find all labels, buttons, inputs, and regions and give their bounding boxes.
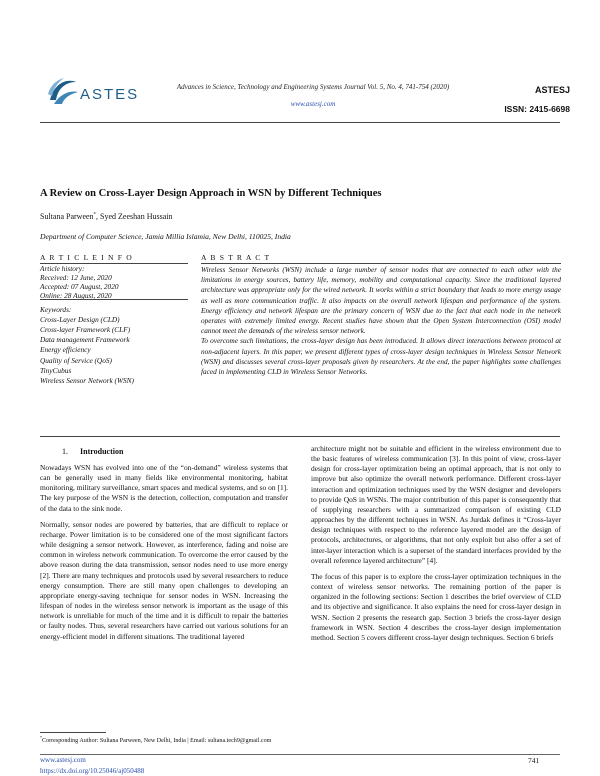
body-paragraph: Normally, sensor nodes are powered by batteries, that are difficult to replace or recharge. Power limitation is to be considered one of the most significant factors while designing a sensor network. However, as interference, fading and noise are common in wireless network communication. To overcome the error caused by the above reason during the data transmission, sensor nodes need to use more energy [2]. There are many techniques and protocols used by several researchers to reduce energy consumption. There are still many open challenges to developing an appropriate energy-saving technique for sensor nodes in WSN. Increasing the lifespan of nodes in the wireless sensor network is important as the usage of this network is unreliable for much of the time and it is difficult to repair the batteries or faulty nodes. Thus, several researchers have carried out various solutions for an energy-efficient model in different situations. The traditional layered [40,519,288,641]
keyword-item: TinyCubus [40,366,72,375]
paper-authors [40,212,560,221]
section-number: 1. [62,447,68,456]
info-divider [40,299,188,300]
paper-title: A Review on Cross-Layer Design Approach in WSN by Different Techniques [40,188,382,199]
corresponding-author-footnote [40,734,290,746]
footnote-divider [40,732,106,733]
abstract-paragraph: Wireless Sensor Networks (WSN) include a large number of sensor nodes that are connected to each other with the limitations in energy sources, battery life, memory, mobility and computational capacity. Since the traditional layered architecture was appropriate only for the wired network. It works within a strict boundary that leads to more energy usage as well as more communication traffic. It also impacts on the overall network lifespan and performance of the system. Energy efficiency and network lifespan are the primary concern of WSN due to the fact that each node in the network operates with extremely limited energy. Recent studies have shown that the Open System Interconnection (OSI) model cannot meet the demands of the wireless sensor network. [201,266,561,336]
logo-emblem-icon [46,74,80,110]
history-online: Online: 28 August, 2020 [40,291,112,300]
abstract-body [201,265,561,377]
journal-url-link[interactable]: www.astesj.com [290,100,336,108]
abstract-bottom-divider [40,436,560,437]
history-received: Received: 12 June, 2020 [40,273,112,282]
history-label: Article history: [40,264,85,273]
keyword-item: Data management Framework [40,335,130,344]
keyword-item: Cross-Layer Design (CLD) [40,315,120,324]
logo-wordmark: ASTES [80,86,140,103]
abstract-heading: A B S T R A C T [201,253,561,264]
footer-url-link[interactable]: www.astesj.com [40,756,86,764]
header-divider [40,122,560,123]
journal-citation-line: Advances in Science, Technology and Engineering Systems Journal Vol. 5, No. 4, 741-754 (2020) [176,83,450,91]
footer-divider [40,754,560,755]
author-secondary: , Syed Zeeshan Hussain [96,212,173,221]
keyword-item: Wireless Sensor Network (WSN) [40,376,134,385]
body-paragraph: Nowadays WSN has evolved into one of the “on-demand” wireless systems that can be generally used in many fields like environmental monitoring, habitat monitoring, military surveillance, smart spaces and medical systems, and so on [1]. The key purpose of the WSN is the detection, collection, computation and transfer of the data to the sink node. [40,463,288,513]
abstract-paragraph: To overcome such limitations, the cross-layer design has been introduced. It allows direct interactions between protocol at non-adjacent layers. In this paper, we present different types of cross-layer design techniques in Wireless Sensor Network (WSN) and discusses several cross-layer proposals given by researchers. At the end, the paper highlights some challenges faced in implementing CLD in Wireless Sensor Networks. [201,337,561,377]
page-number: 741 [528,756,540,765]
paper-affiliation: Department of Computer Science, Jamia Millia Islamia, New Delhi, 110025, India [40,232,291,241]
section-heading: Introduction [80,447,124,456]
footer-doi-link[interactable]: https://dx.doi.org/10.25046/aj050488 [40,767,145,775]
right-column [311,444,561,649]
footnote-text: Corresponding Author: Sultana Parween, New Delhi, India | Email: sultana.tech9@gmail.com [42,738,272,745]
body-paragraph: The focus of this paper is to explore the cross-layer optimization techniques in the context of wireless sensor networks. The remaining portion of the paper is organized in the following sections: Section 1 describes the brief overview of CLD and its objective and significance. It also explains the need for cross-layer design in WSN. Section 2 presents the research gap. Section 3 briefs the cross-layer design framework in WSN. Section 4 describes the cross-layer design implementation method. Section 5 covers different cross-layer design techniques. Section 6 briefs [311,571,561,642]
keywords-label: Keywords: [40,305,72,314]
journal-brand: ASTESJ [534,85,570,95]
keyword-item: Cross-layer Framework (CLF) [40,325,131,334]
left-column [40,463,288,648]
keyword-item: Quality of Service (QoS) [40,356,112,365]
article-info-heading: A R T I C L E I N F O [40,253,188,264]
body-paragraph: architecture might not be suitable and efficient in the wireless environment due to the basic features of wireless communication [3]. In this point of view, cross-layer design for cross-layer optimization being an optimal approach, that is not only to improve but also optimize the overall network performance. Different cross-layer interaction and optimization techniques used by the WSN designer and developers to provide QoS in WSNs. The major contribution of this paper is consequently that of supplying researchers with a summarized comparison of existing CLD approaches by the different techniques in WSN. As Jurdak defines it “Cross-layer design techniques with respect to the reference layered model are the design of protocols, architectures, or algorithms, that not only exploit but also offer a set of inter-layer interaction which is a superset of the standard interfaces provided by the overall reference layered architecture” [4]. [311,444,561,565]
journal-logo [46,74,140,110]
keyword-item: Energy efficiency [40,345,91,354]
footnote-mark: * [40,735,42,740]
history-accepted: Accepted: 07 August, 2020 [40,282,119,291]
journal-issn: ISSN: 2415-6698 [504,104,570,114]
corresponding-mark: * [93,212,97,218]
author-primary: Sultana Parween [40,212,94,221]
